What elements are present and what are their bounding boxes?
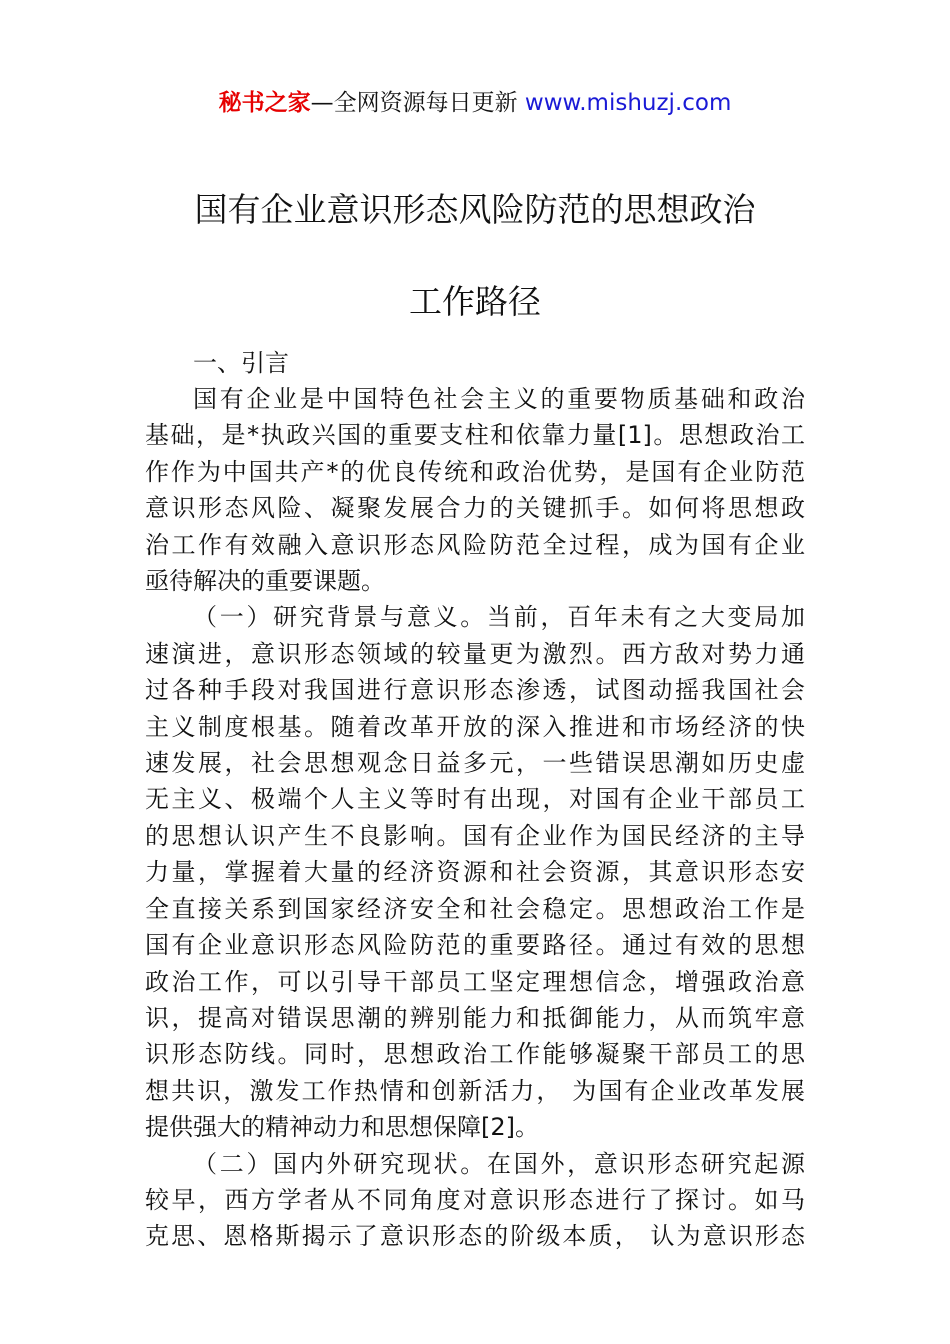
paragraph-line: 较早，西方学者从不同角度对意识形态进行了探讨。如马 (145, 1185, 805, 1214)
paragraph-line: 识形态防线。同时，思想政治工作能够凝聚干部员工的思 (145, 1040, 805, 1069)
paragraph-line: 克思、恩格斯揭示了意识形态的阶级本质， 认为意识形态 (145, 1222, 805, 1251)
site-banner (0, 86, 950, 120)
paragraph-line: 无主义、极端个人主义等时有出现，对国有企业干部员工 (145, 785, 805, 814)
paragraph-line: 的思想认识产生不良影响。国有企业作为国民经济的主导 (145, 821, 805, 850)
paragraph-line: 国有企业是中国特色社会主义的重要物质基础和政治 (193, 385, 805, 413)
paragraph-line: 速发展，社会思想观念日益多元，一些错误思潮如历史虚 (145, 749, 805, 778)
paragraph-line: （二）国内外研究现状。在国外，意识形态研究起源 (193, 1149, 805, 1178)
paragraph-line: 治工作有效融入意识形态风险防范全过程，成为国有企业 (145, 530, 805, 559)
banner-brand: 秘书之家 (218, 90, 311, 116)
paragraph-line: 国有企业意识形态风险防范的重要路径。通过有效的思想 (145, 931, 805, 960)
banner-slogan: —全网资源每日更新 (310, 90, 525, 116)
title-line-2: 工作路径 (409, 282, 541, 321)
paragraph-line: 全直接关系到国家经济安全和社会稳定。思想政治工作是 (145, 894, 805, 923)
paragraph-line: 提供强大的精神动力和思想保障[2]。 (145, 1113, 539, 1142)
paragraph-line: 作作为中国共产*的优良传统和政治优势，是国有企业防范 (145, 457, 805, 486)
paragraph-line: 意识形态风险、凝聚发展合力的关键抓手。如何将思想政 (145, 494, 805, 523)
banner-url-link[interactable]: www.mishuzj.com (524, 90, 732, 116)
paragraph-line: 过各种手段对我国进行意识形态渗透，试图动摇我国社会 (145, 676, 805, 705)
paragraph (145, 381, 805, 599)
paragraph-line: 力量，掌握着大量的经济资源和社会资源，其意识形态安 (145, 858, 805, 887)
paragraph-line: （一）研究背景与意义。当前，百年未有之大变局加 (193, 603, 805, 632)
paragraph-line: 主义制度根基。随着改革开放的深入推进和市场经济的快 (145, 712, 805, 741)
title-line-1: 国有企业意识形态风险防范的思想政治 (194, 190, 756, 229)
paragraph-line: 基础，是*执政兴国的重要支柱和依靠力量[1]。思想政治工 (145, 421, 805, 450)
paragraph (145, 1146, 805, 1255)
paragraph-line: 亟待解决的重要课题。 (145, 567, 385, 596)
document-body (145, 345, 805, 1255)
paragraph-line: 政治工作，可以引导干部员工坚定理想信念，增强政治意 (145, 967, 805, 996)
paragraphs (145, 381, 805, 1255)
paragraph-line: 想共识，激发工作热情和创新活力， 为国有企业改革发展 (145, 1076, 805, 1105)
document-title (0, 164, 950, 348)
paragraph-line: 识，提高对错误思潮的辨别能力和抵御能力，从而筑牢意 (145, 1003, 805, 1032)
section-heading: 一、引言 (193, 349, 289, 377)
paragraph (145, 599, 805, 1145)
paragraph-line: 速演进，意识形态领域的较量更为激烈。西方敌对势力通 (145, 639, 805, 668)
